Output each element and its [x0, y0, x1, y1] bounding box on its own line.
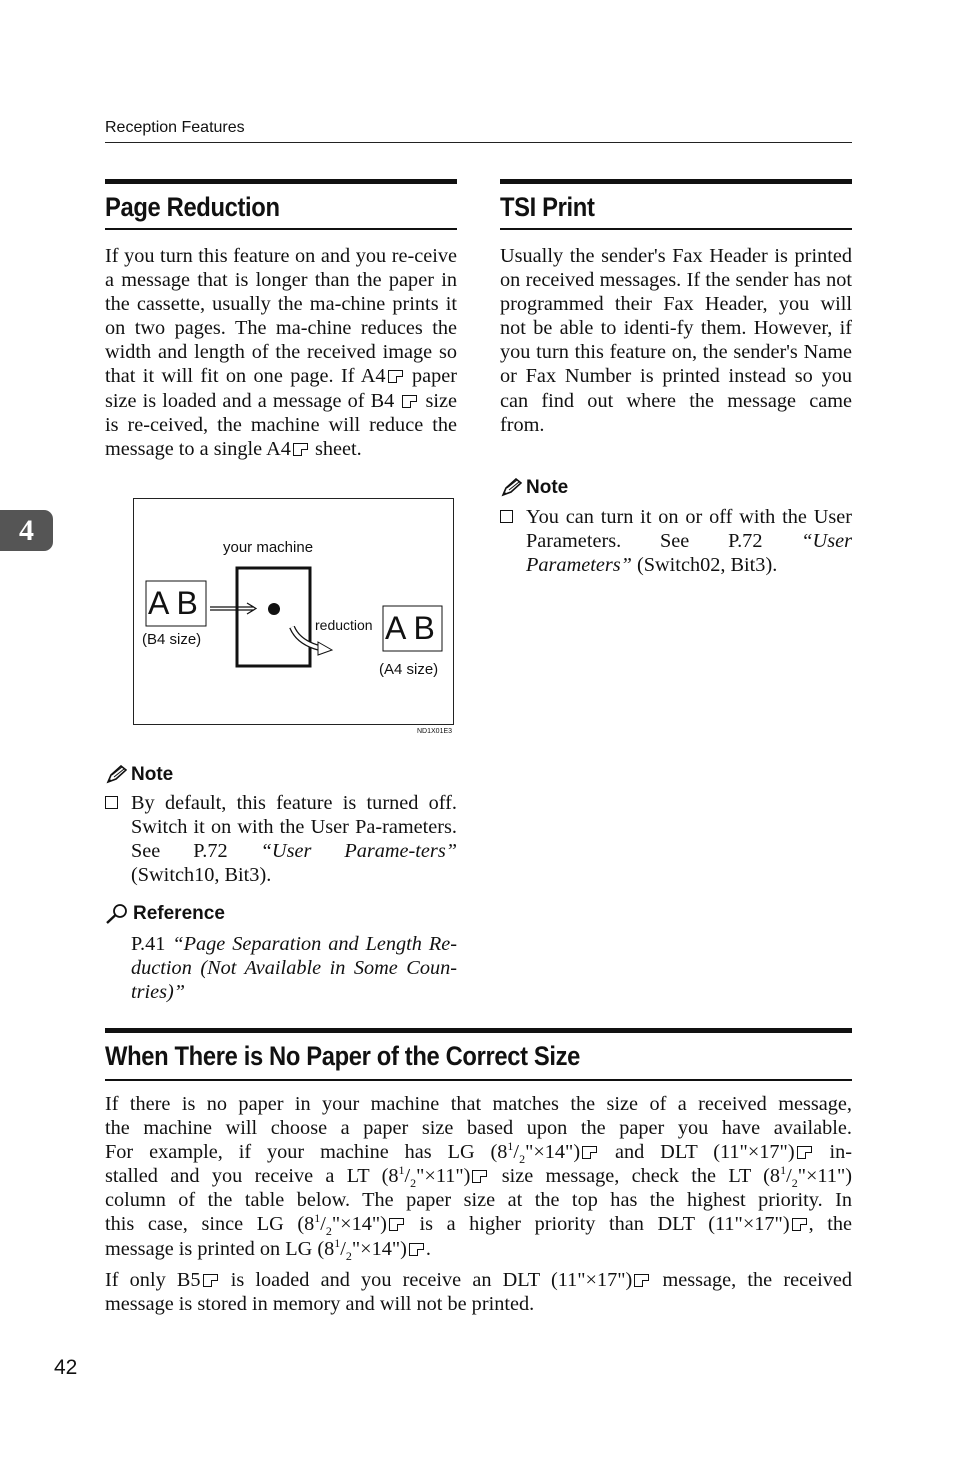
tsi-note-item: You can turn it on or off with the User Parameters. See P.72 “User Parameters” (Switch02, Bit3).: [500, 505, 852, 577]
chapter-tab: 4: [0, 510, 53, 551]
page-reduction-note-item: By default, this feature is turned off. Switch it on with the User Pa-rameters. See P.72 “User Parame-ters” (Switch10, Bit3).: [105, 791, 457, 887]
landscape-paper-icon: [389, 1218, 404, 1231]
landscape-paper-icon: [582, 1146, 597, 1159]
b4-ab-glyph: A B: [148, 585, 198, 621]
pencil-icon: [500, 478, 522, 498]
landscape-paper-icon: [634, 1274, 649, 1287]
no-paper-title: When There is No Paper of the Correct Size: [105, 1041, 581, 1071]
reduction-figure: [133, 498, 454, 725]
figure-code: ND1X01E3: [417, 728, 453, 735]
pencil-icon: [105, 765, 127, 785]
landscape-paper-icon: [402, 395, 417, 408]
tsi-print-title: TSI Print: [500, 192, 595, 222]
reference-text: P.41 “Page Separation and Length Re-duction (Not Available in Some Coun-tries)”: [131, 933, 458, 1004]
landscape-paper-icon: [203, 1274, 218, 1287]
b4-size-label: (B4 size): [142, 631, 202, 648]
tsi-print-body: Usually the sender's Fax Header is printed on received messages. If the sender has not programmed their Fax Header, you will not be able to identi-fy them. However, if you turn this feature on, the sender's Name or Fax Number is printed instead so you can find out where the message came from.: [500, 245, 852, 436]
page-number: 42: [54, 1356, 78, 1379]
page-reduction-heading: [105, 179, 457, 230]
landscape-paper-icon: [797, 1146, 812, 1159]
reduction-label: reduction: [315, 617, 373, 633]
no-paper-heading: [105, 1028, 852, 1081]
running-head: Reception Features: [105, 119, 245, 136]
a4-ab-glyph: A B: [385, 610, 435, 646]
landscape-paper-icon: [472, 1170, 487, 1183]
reference-heading: Reference: [105, 903, 225, 925]
header-rule: [105, 142, 852, 143]
landscape-paper-icon: [293, 443, 308, 456]
your-machine-label: your machine: [223, 539, 314, 556]
checkbox-bullet-icon: [105, 796, 118, 809]
landscape-paper-icon: [792, 1218, 807, 1231]
page-reduction-note-heading: Note: [105, 764, 173, 786]
a4-size-label: (A4 size): [379, 661, 439, 678]
no-paper-body: If there is no paper in your machine that matches the size of a received message, the machine will choose a paper size based upon the paper you have available. For example, if your machine has LG $(8^1/_2"\times 14")$ and DLT (11"×17") in- stalled and you receive a LT $(8^1/_2"\times 11")$ size message, check the LT $(8^1/_2"\times 11")$ column of the table below. The paper size at the top has the highest priority. In this case, since LG $(8^1/_2"\times 14")$ is a higher priority than DLT (11"×17") , the message is printed on LG $(8^1/_2"\times 14")$ . If only B5 is loaded and you receive an DLT (11"×17") message, the received message is stored in memory and will not be printed.: [105, 1093, 853, 1315]
page-reduction-body: If you turn this feature on and you re-ceive a message that is longer than the paper in the cassette, usually the ma-chine prints it on two pages. The ma-chine reduces the width and length of the received image so that it will fit on one page. If A4 paper size is loaded and a message of B4 size is re-ceived, the machine will reduce the message to a single A4 sheet.: [105, 245, 458, 460]
tsi-print-heading: [500, 179, 852, 230]
page-reduction-title: Page Reduction: [105, 192, 280, 222]
landscape-paper-icon: [409, 1243, 424, 1256]
checkbox-bullet-icon: [500, 510, 513, 523]
magnifier-icon: [105, 903, 129, 925]
landscape-paper-icon: [388, 370, 403, 383]
tsi-note-heading: Note: [500, 477, 568, 499]
